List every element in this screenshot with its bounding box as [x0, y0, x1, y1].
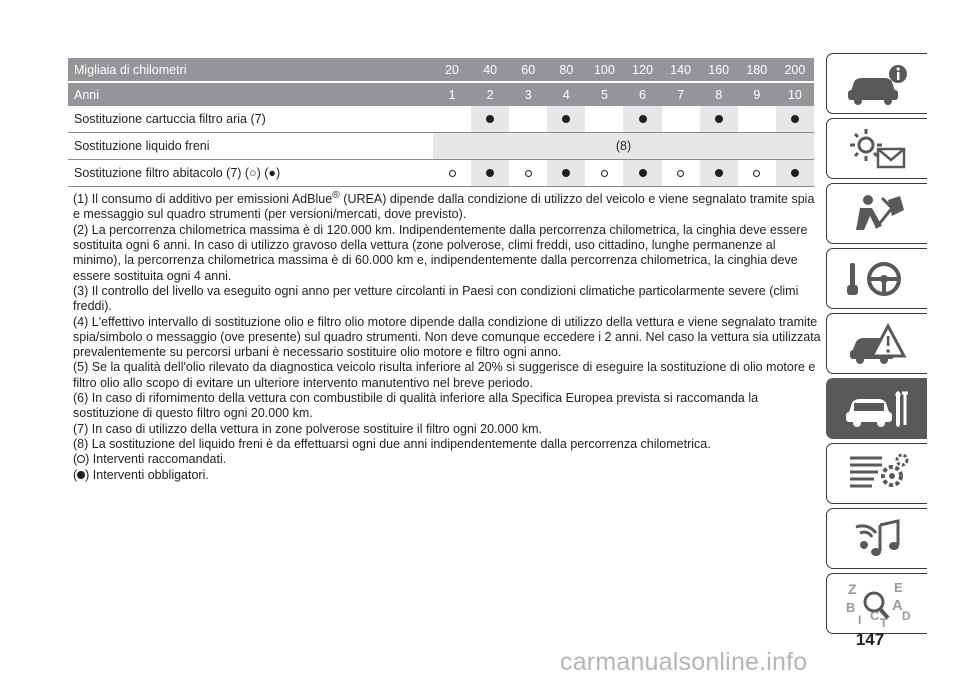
km-header-cell: 160 — [708, 62, 730, 77]
table-cell — [700, 160, 738, 186]
tab-dashboard[interactable] — [826, 118, 927, 179]
table-cell — [509, 106, 547, 132]
footnote-1 — [73, 188, 821, 223]
years-header-cell: 8 — [715, 87, 723, 102]
row-cells — [433, 133, 814, 159]
km-header-cell: 200 — [784, 62, 806, 77]
tab-knowing-your-car[interactable] — [826, 53, 927, 114]
index-letter: E — [894, 579, 903, 595]
tab-technical-data[interactable] — [826, 443, 927, 504]
filled-circle-icon — [791, 169, 799, 177]
filled-circle-icon — [77, 471, 85, 479]
emergency-icon — [842, 320, 912, 368]
table-cell — [547, 160, 585, 186]
footnote-4: (4) L'effettivo intervallo di sostituzione olio e filtro olio motore dipende dalla condizione di utilizzo della vettura e viene segnalato tramite spia/simbolo o messaggio (ove presente) sul quadro strumenti. Non deve comunque eccedere i 2 anni. Nel caso la vettura sia utilizzata prevalentemente su percorsi urbani è necessario sostituire olio motore e filtro ogni anno. — [73, 314, 821, 360]
filled-circle-icon — [791, 115, 799, 123]
km-header-cell: 140 — [670, 62, 692, 77]
years-header-cells — [433, 88, 814, 102]
starting-driving-icon — [842, 255, 912, 303]
km-header-row — [68, 58, 814, 81]
open-circle-icon — [449, 170, 456, 177]
legend-paren: ( — [73, 452, 78, 467]
row-label: Sostituzione cartuccia filtro aria (7) — [74, 112, 266, 126]
table-cell — [585, 106, 623, 132]
index-letter: A — [892, 596, 903, 614]
years-header-cell: 10 — [787, 87, 802, 102]
index-letter: I — [858, 612, 862, 627]
multimedia-icon — [842, 515, 912, 563]
km-header-cell: 40 — [483, 62, 498, 77]
filled-circle-icon — [562, 169, 570, 177]
km-header-cell: 60 — [521, 62, 536, 77]
years-header-label: Anni — [74, 87, 100, 102]
dashboard-lights-icon — [842, 125, 912, 173]
filled-circle-icon — [639, 115, 647, 123]
legend-text: ) Interventi raccomandati. — [85, 452, 227, 467]
footnote-7: (7) In caso di utilizzo della vettura in zone polverose sostituire il filtro ogni 20.000 km. — [73, 421, 542, 436]
legend-paren: ( — [73, 467, 78, 482]
table-cell — [433, 160, 471, 186]
tab-safety[interactable] — [826, 183, 927, 244]
car-maintenance-icon — [842, 385, 912, 433]
table-row — [68, 106, 814, 133]
tab-multimedia[interactable] — [826, 508, 927, 569]
table-cell — [662, 160, 700, 186]
filled-circle-icon — [639, 169, 647, 177]
table-cell — [776, 160, 814, 186]
years-header-cell: 9 — [753, 87, 761, 102]
safety-airbag-icon — [842, 190, 912, 238]
table-cell — [623, 106, 661, 132]
table-cell — [585, 160, 623, 186]
tab-index[interactable] — [826, 573, 927, 634]
km-header-label: Migliaia di chilometri — [74, 62, 187, 77]
index-letter: B — [846, 599, 856, 615]
footnote-8: (8) La sostituzione del liquido freni è da effettuarsi ogni due anni indipendentemente dalla percorrenza chilometrica. — [73, 436, 711, 451]
table-cell — [623, 160, 661, 186]
chapter-sidebar — [826, 53, 928, 638]
technical-data-icon — [842, 450, 912, 498]
tab-maintenance[interactable] — [826, 378, 927, 439]
footnote-2: (2) La percorrenza chilometrica massima è di 120.000 km. Indipendentemente dalla percorrenza chilometrica, la cinghia deve essere sostituita ogni 6 anni. In caso di utilizzo gravoso della vettura (zone polverose, climi freddi, uso cittadino, lunghe permanenze al minimo), la percorrenza chilometrica massima è di 60.000 km e, indipendentemente dalla percorrenza chilometrica, la cinghia deve essere sostituita ogni 4 anni. — [73, 222, 808, 283]
legend-text: ) Interventi obbligatori. — [85, 467, 209, 482]
open-circle-icon — [601, 170, 608, 177]
years-header-cell: 3 — [524, 87, 532, 102]
legend-mandatory — [73, 468, 821, 483]
table-cell — [509, 160, 547, 186]
index-icon — [842, 580, 912, 628]
index-letter: T — [880, 615, 888, 628]
open-circle-icon — [525, 170, 532, 177]
row-label: Sostituzione liquido freni — [74, 139, 210, 153]
km-header-cells — [433, 63, 814, 77]
registered-mark: ® — [332, 190, 340, 201]
tab-emergency[interactable] — [826, 313, 927, 374]
filled-circle-icon — [562, 115, 570, 123]
footnote-6: (6) In caso di rifornimento della vettura con combustibile di qualità inferiore alla Specifica Europea prevista si raccomanda la sostituzione di questo filtro ogni 20.000 km. — [73, 391, 759, 421]
car-info-icon — [842, 60, 912, 108]
filled-circle-icon — [486, 169, 494, 177]
open-circle-icon — [677, 170, 684, 177]
table-row — [68, 160, 814, 187]
row-label: Sostituzione filtro abitacolo (7) (○) (●) — [74, 166, 281, 180]
table-cell — [738, 160, 776, 186]
legend-recommended — [73, 452, 821, 467]
filled-circle-icon — [486, 115, 494, 123]
years-header-cell: 1 — [448, 87, 456, 102]
filled-circle-icon — [715, 115, 723, 123]
footnotes — [73, 188, 821, 483]
table-row — [68, 133, 814, 160]
table-cell — [738, 106, 776, 132]
filled-circle-icon — [715, 169, 723, 177]
footnote-3: (3) Il controllo del livello va eseguito ogni anno per vetture circolanti in Paesi con condizioni climatiche particolarmente severe (climi freddi). — [73, 283, 799, 314]
table-cell — [776, 106, 814, 132]
row-cells — [433, 106, 814, 132]
open-circle-icon — [77, 455, 85, 463]
row-cells — [433, 160, 814, 186]
footnote-text: (1) Il consumo di additivo per emissioni AdBlue — [73, 192, 333, 207]
years-header-cell: 2 — [486, 87, 494, 102]
watermark: carmanualsonline.info — [560, 648, 808, 676]
index-letter: D — [902, 608, 911, 623]
km-header-cell: 20 — [445, 62, 459, 77]
years-header-cell: 4 — [562, 87, 570, 102]
page-number: 147 — [855, 630, 885, 649]
km-header-cell: 80 — [559, 62, 574, 77]
index-letter: Z — [848, 580, 857, 597]
footnote-5: (5) Se la qualità dell'olio rilevato da diagnostica veicolo risulta inferiore al 20% si suggerisce di eseguire la sostituzione di olio motore e filtro olio allo scopo di evitare un ulteriore intervento manutentivo nel breve periodo. — [73, 360, 816, 390]
footnote-text: (UREA) dipende dalla condizione di utilizzo del veicolo e viene segnalato tramite spia e messaggio sul quadro strumenti (per versioni/mercati, dove previsto). — [73, 192, 815, 222]
table-cell — [662, 106, 700, 132]
maintenance-table — [68, 58, 814, 187]
years-header-row — [68, 83, 814, 106]
km-header-cell: 100 — [593, 62, 615, 77]
km-header-cell: 120 — [632, 62, 653, 77]
table-cell — [700, 106, 738, 132]
years-header-cell: 5 — [600, 87, 608, 102]
years-header-cell: 6 — [639, 87, 646, 102]
table-cell — [433, 106, 471, 132]
table-cell — [471, 160, 509, 186]
table-cell — [547, 106, 585, 132]
years-header-cell: 7 — [677, 87, 685, 102]
table-cell — [471, 106, 509, 132]
km-header-cell: 180 — [746, 62, 768, 77]
spanning-note-cell: (8) — [433, 133, 814, 159]
open-circle-icon — [753, 170, 760, 177]
index-letter: C — [870, 607, 880, 623]
tab-starting-driving[interactable] — [826, 248, 927, 309]
